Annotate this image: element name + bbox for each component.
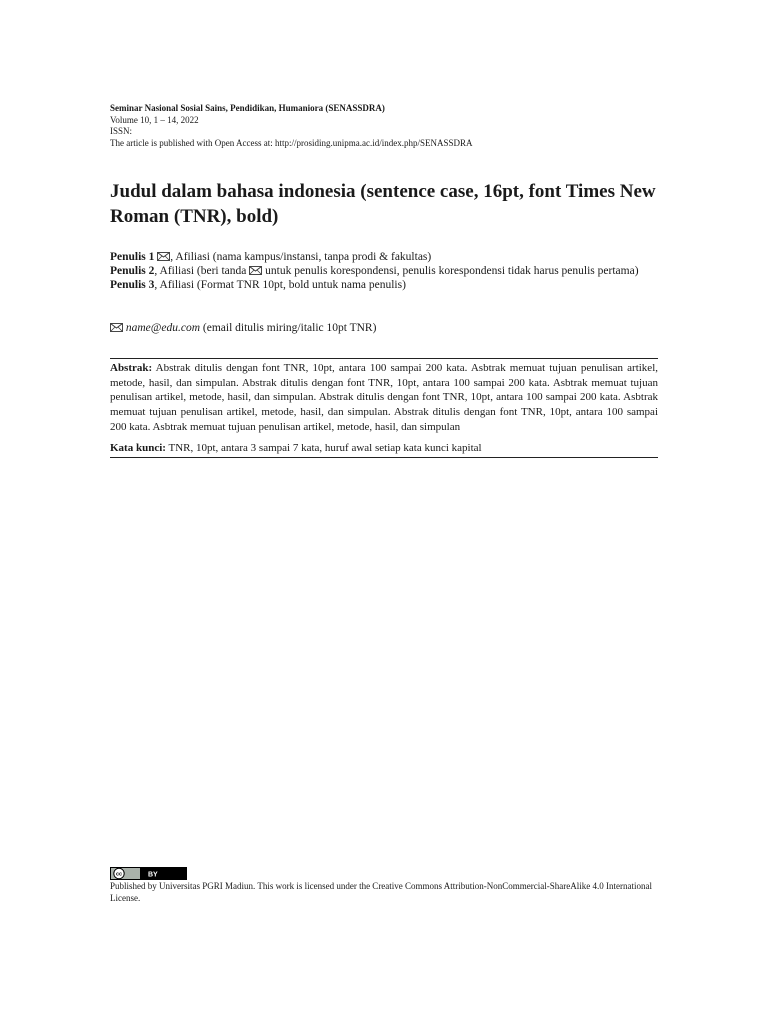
journal-volume: Volume 10, 1 – 14, 2022: [110, 114, 199, 125]
by-badge-label: BY: [148, 871, 158, 879]
journal-name: Seminar Nasional Sosial Sains, Pendidikan, Humaniora (SENASSDRA): [110, 103, 385, 113]
author-line-2: [110, 264, 658, 278]
author-affiliation-2a: , Afiliasi (beri tanda: [154, 265, 250, 277]
journal-issn: ISSN:: [110, 126, 133, 136]
author-line-1: [110, 250, 658, 264]
author-name-1: Penulis 1: [110, 251, 155, 263]
corresponding-email: [110, 321, 658, 335]
cc-badge-label: cc: [115, 871, 123, 878]
cc-by-badge[interactable]: [110, 867, 187, 880]
journal-header: [110, 103, 658, 149]
email-note: (email ditulis miring/italic 10pt TNR): [200, 322, 377, 334]
author-affiliation-1: , Afiliasi (nama kampus/instansi, tanpa prodi & fakultas): [170, 251, 432, 263]
keywords-text: TNR, 10pt, antara 3 sampai 7 kata, huruf awal setiap kata kunci kapital: [165, 441, 482, 454]
author-list: [110, 250, 658, 292]
license-text: Published by Universitas PGRI Madiun. This work is licensed under the Creative Commons Attribution-NonCommercial-ShareAlike 4.0 International License.: [110, 881, 652, 903]
abstract-section: [110, 358, 658, 458]
open-access-note: The article is published with Open Access at: http://prosiding.unipma.ac.id/index.php/SENASSDRA: [110, 137, 473, 148]
envelope-icon: [157, 252, 170, 261]
keywords-label: Kata kunci:: [110, 441, 166, 454]
abstract-label: Abstrak:: [110, 362, 153, 374]
author-name-2: Penulis 2: [110, 265, 155, 277]
email-address[interactable]: name@edu.com: [125, 322, 201, 334]
author-affiliation-2b: untuk penulis korespondensi, penulis korespondensi tidak harus penulis pertama): [262, 265, 639, 277]
keywords-paragraph: [110, 441, 658, 456]
envelope-icon: [110, 323, 123, 332]
author-affiliation-3: , Afiliasi (Format TNR 10pt, bold untuk nama penulis): [154, 279, 406, 291]
author-line-3: [110, 278, 658, 292]
abstract-text: Abstrak ditulis dengan font TNR, 10pt, antara 100 sampai 200 kata. Asbtrak memuat tujuan penulisan artikel, metode, hasil, dan simpulan. Abstrak ditulis dengan font TNR, 10pt, antara 100 sampai 200 kata. Asbtrak memuat tujuan penulisan artikel, metode, hasil, dan simpulan. Abstrak ditulis dengan font TNR, 10pt, antara 100 sampai 200 kata. Asbtrak memuat tujuan penulisan artikel, metode, hasil, dan simpulan. Abstrak ditulis dengan font TNR, 10pt, antara 100 sampai 200 kata. Asbtrak memuat tujuan penulisan artikel, metode, hasil, dan simpulan: [110, 362, 658, 433]
license-footer: [110, 867, 658, 904]
envelope-icon: [249, 266, 262, 275]
author-name-3: Penulis 3: [110, 279, 155, 291]
abstract-paragraph: [110, 361, 658, 435]
paper-title: Judul dalam bahasa indonesia (sentence case, 16pt, font Times New Roman (TNR), bold): [110, 181, 656, 227]
